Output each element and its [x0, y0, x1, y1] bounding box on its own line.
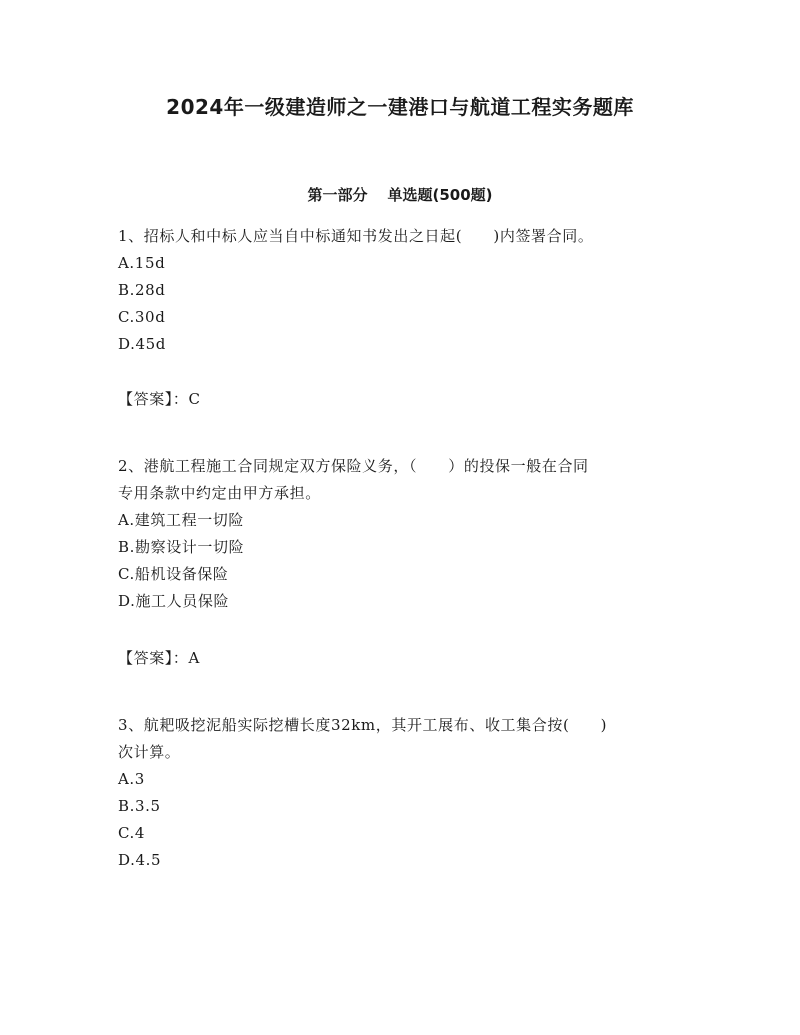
section-type: 单选题(500题): [387, 186, 493, 204]
option-a: A.3: [118, 770, 145, 788]
question-stem-line-2: 次计算。: [118, 743, 181, 761]
document-title: 2024年一级建造师之一建港口与航道工程实务题库: [166, 95, 634, 119]
option-d: D.施工人员保险: [118, 592, 230, 610]
answer-label: 【答案】：: [118, 390, 189, 408]
question-3: [118, 712, 688, 874]
question-stem-line-1: 2、港航工程施工合同规定双方保险义务，（ ）的投保一般在合同: [118, 457, 589, 475]
question-stem-line-1: 3、航耙吸挖泥船实际挖槽长度32km，其开工展布、收工集合按( ): [118, 716, 608, 734]
answer-value: A: [188, 649, 200, 667]
answer-value: C: [188, 390, 201, 408]
option-c: C.30d: [118, 308, 166, 326]
question-2: [118, 453, 688, 615]
question-1: [118, 223, 688, 358]
section-heading: [0, 183, 800, 207]
option-a: A.建筑工程一切险: [118, 511, 245, 529]
answer-1: [118, 386, 201, 413]
question-stem-line-2: 专用条款中约定由甲方承担。: [118, 484, 321, 502]
option-b: B.勘察设计一切险: [118, 538, 245, 556]
option-a: A.15d: [118, 254, 166, 272]
option-d: D.45d: [118, 335, 166, 353]
option-d: D.4.5: [118, 851, 162, 869]
option-b: B.28d: [118, 281, 166, 299]
answer-label: 【答案】：: [118, 649, 189, 667]
option-b: B.3.5: [118, 797, 161, 815]
question-stem: 1、招标人和中标人应当自中标通知书发出之日起( )内签署合同。: [118, 227, 594, 245]
option-c: C.船机设备保险: [118, 565, 229, 583]
option-c: C.4: [118, 824, 146, 842]
section-part: 第一部分: [307, 186, 368, 204]
answer-2: [118, 645, 200, 672]
